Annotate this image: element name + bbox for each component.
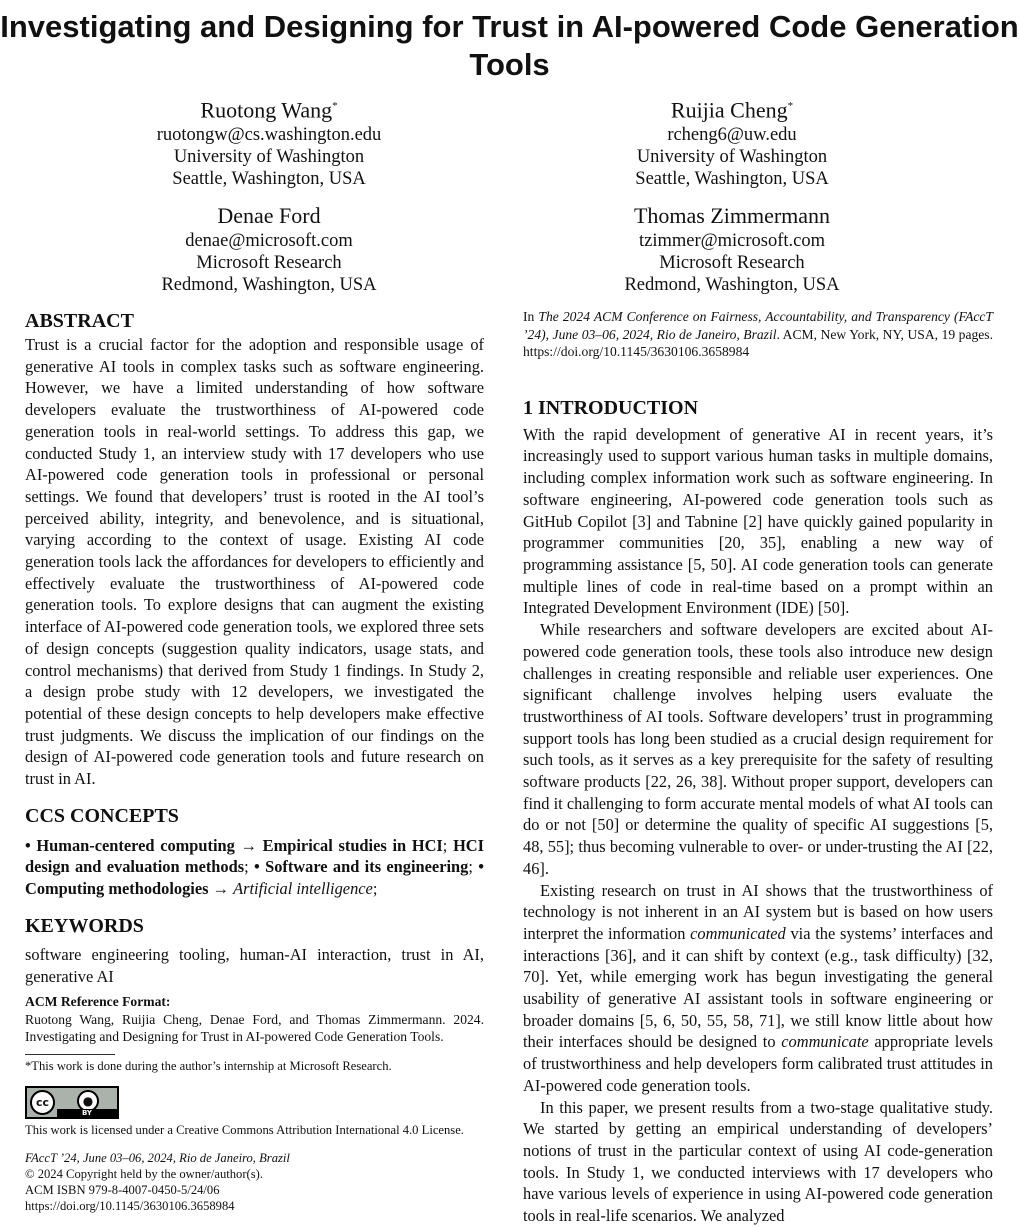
footnote-rule: [25, 1054, 115, 1055]
author-email[interactable]: rcheng6@uw.edu: [667, 125, 797, 146]
author-mark: *: [787, 100, 794, 112]
author-location: Seattle, Washington, USA: [172, 169, 366, 190]
isbn: ACM ISBN 979-8-4007-0450-5/24/06: [25, 1183, 220, 1198]
ccs-heading: CCS CONCEPTS: [25, 804, 179, 827]
author-name: Ruotong Wang: [200, 97, 333, 123]
author-affiliation: Microsoft Research: [659, 253, 805, 273]
author-name: Thomas Zimmermann: [633, 203, 831, 228]
author-block: [89, 202, 449, 296]
intro-paragraph-4: In this paper, we present results from a two-stage qualitative study. We started by getting an empirical understanding of developers’ notions of trust in the particular context of using AI code-generation tools. In Study 1, we conducted interviews with 17 developers who have various levels of experience in using AI-powered code generation tools in real-life scenarios. We analyzed: [523, 1097, 993, 1226]
keywords-text: software engineering tooling, human-AI interaction, trust in AI, generative AI: [25, 944, 484, 986]
paper-title: Investigating and Designing for Trust in AI-powered Code Generation Tools: [0, 9, 1019, 82]
conference-name: The 2024 ACM Conference on Fairness, Accountability, and Transparency (FAccT ’24), June 03–06, 2024, Rio de Janeiro, Brazil: [523, 309, 993, 342]
intro-paragraph-2: While researchers and software developers are excited about AI-powered code generation tools, these tools also introduce new design challenges in creating responsible and reliable user experiences. One significant challenge involves helping users evaluate the trustworthiness of AI tools. Software developers’ trust in programming support tools has long been studied as a crucial design requirement for such tools, as it serves as a key prerequisite for the safety of resulting software products [22, 26, 38]. Without proper support, developers can find it challenging to form accurate mental models of what AI tools can do or not [50] or determine the quality of specific AI suggestions [5, 48, 55]; thus becoming vulnerable to over- or under-trusting the AI [22, 46].: [523, 620, 993, 878]
footnote: *This work is done during the author’s internship at Microsoft Research.: [25, 1059, 392, 1074]
author-email[interactable]: denae@microsoft.com: [185, 231, 353, 251]
author-block: [552, 92, 912, 190]
author-name: Denae Ford: [217, 203, 321, 228]
acm-reference-text: Ruotong Wang, Ruijia Cheng, Denae Ford, and Thomas Zimmermann. 2024. Investigating and Designing for Trust in AI-powered Code Generation Tools.: [25, 1011, 484, 1045]
license-text: This work is licensed under a Creative Commons Attribution International 4.0 License.: [25, 1123, 464, 1138]
introduction-heading: 1 INTRODUCTION: [523, 396, 699, 419]
copyright: © 2024 Copyright held by the owner/author(s).: [25, 1167, 263, 1182]
intro-paragraph-1: With the rapid development of generative AI in recent years, it’s increasingly used to support various human tasks in multiple domains, including complex information work such as software engineering. In software engineering, AI-powered code generation tools such as GitHub Copilot [3] and Tabnine [2] have quickly gained popularity in programmer communities [20, 35], enabling a new way of programming assistance [5, 50]. AI code generation tools can generate multiple lines of code in real-time based on a prompt within an Integrated Development Environment (IDE) [50].: [523, 424, 993, 618]
abstract-heading: ABSTRACT: [25, 310, 134, 332]
author-affiliation: University of Washington: [636, 147, 828, 168]
author-block: [89, 92, 449, 190]
by-label: BY: [57, 1109, 117, 1117]
acm-reference-heading: ACM Reference Format:: [25, 994, 171, 1010]
author-location: Redmond, Washington, USA: [161, 275, 377, 295]
right-column: [523, 308, 993, 1227]
cc-by-license-badge[interactable]: [25, 1086, 119, 1119]
author-email[interactable]: ruotongw@cs.washington.edu: [156, 125, 382, 146]
abstract-text: Trust is a crucial factor for the adoption and responsible usage of generative AI tools in complex tasks such as software engineering. However, we have a limited understanding of how software developers evaluate the trustworthiness of AI-powered code generation tools in real-world settings. To address this gap, we conducted Study 1, an interview study with 17 developers who use AI-powered code generation tools in professional or personal settings. We found that developers’ trust is rooted in the AI tool’s perceived ability, integrity, and benevolence, and is situational, varying according to the context of usage. Existing AI code generation tools lack the affordances for developers to efficiently and effectively evaluate the trustworthiness of AI-powered code generation tools. To explore designs that can augment the existing interface of AI-powered code generation tools, we explored three sets of design concepts (suggestion quality indicators, usage stats, and control mechanisms) that derived from Study 1 findings. In Study 2, a design probe study with 12 developers, we investigated the potential of these design concepts to help developers make effective trust judgments. We discuss the implication of our findings on the design of AI-powered code generation tools and future research on trust in AI.: [25, 335, 484, 789]
citation-info: In The 2024 ACM Conference on Fairness, Accountability, and Transparency (FAccT ’24), June 03–06, 2024, Rio de Janeiro, Brazil. ACM, New York, NY, USA, 19 pages. https://doi.org/10.1145/3630106.3658984: [523, 309, 993, 360]
intro-paragraph-3: Existing research on trust in AI shows that the trustworthiness of technology is not inherent in an AI system but is based on how users interpret the information communicated via the systems’ interfaces and interactions [36], and it can shift by context (e.g., task difficulty) [32, 70]. Yet, while emerging work has begun investigating the general usability of generative AI assistant tools in software engineering or broader domains [5, 6, 50, 55, 58, 71], we still know little about how their interfaces should be designed to communicate appropriate levels of trustworthiness and help developers form calibrated trust attitudes in AI-powered code generation tools.: [523, 880, 993, 1095]
author-block: [552, 202, 912, 296]
venue-info: FAccT ’24, June 03–06, 2024, Rio de Janeiro, Brazil: [25, 1151, 290, 1166]
publication-info: [25, 1150, 484, 1214]
author-mark: *: [332, 100, 338, 112]
author-location: Redmond, Washington, USA: [624, 275, 840, 295]
keywords-heading: KEYWORDS: [25, 914, 144, 937]
ccs-concepts: • Human-centered computing → Empirical studies in HCI; HCI design and evaluation methods; • Software and its engineering; • Computing methodologies → Artificial intelligence;: [25, 835, 485, 899]
left-column: [25, 308, 484, 1214]
cc-icon: cc: [30, 1090, 55, 1115]
doi-link[interactable]: https://doi.org/10.1145/3630106.3658984: [25, 1199, 235, 1214]
author-email[interactable]: tzimmer@microsoft.com: [638, 231, 826, 251]
author-affiliation: Microsoft Research: [196, 253, 342, 273]
attribution-person-icon: ●: [77, 1090, 99, 1112]
author-location: Seattle, Washington, USA: [635, 169, 829, 190]
author-name: Ruijia Cheng: [670, 97, 788, 123]
author-affiliation: University of Washington: [173, 147, 365, 168]
